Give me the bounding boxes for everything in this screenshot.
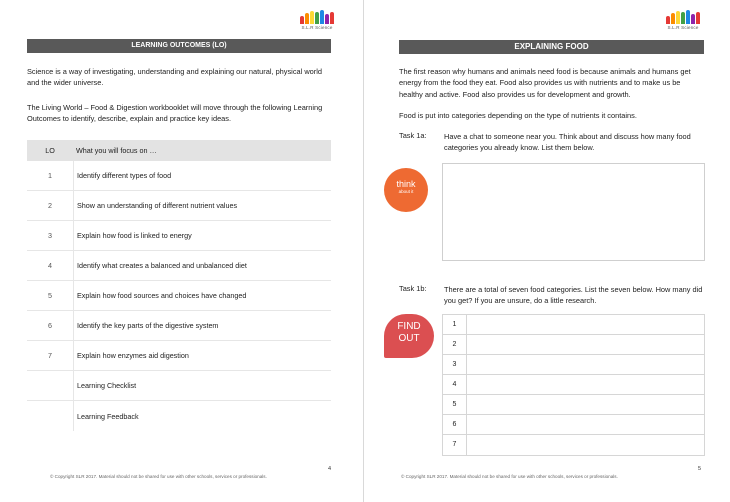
workbook-page-5 [365, 0, 730, 502]
find-out-badge [384, 314, 434, 358]
table-row [27, 191, 331, 221]
workbook-page-4 [0, 0, 364, 502]
answer-cell[interactable] [467, 415, 704, 434]
row-number: 7 [443, 435, 467, 455]
find-out-line-2: OUT [398, 333, 420, 344]
answer-cell[interactable] [467, 315, 704, 334]
table-row [27, 281, 331, 311]
table-row [443, 375, 704, 395]
row-text: Identify the key parts of the digestive system [77, 321, 219, 330]
slr-science-logo [296, 10, 338, 36]
page-number: 4 [328, 466, 332, 472]
section-header: EXPLAINING FOOD [399, 40, 704, 54]
think-about-it-badge [384, 168, 428, 212]
answer-cell[interactable] [467, 335, 704, 354]
row-text: Explain how food is linked to energy [77, 231, 192, 240]
row-number: 2 [48, 201, 52, 210]
table-row [27, 341, 331, 371]
logo-text: S.L.R Science [667, 25, 699, 30]
table-row [443, 395, 704, 415]
answer-cell[interactable] [467, 435, 704, 455]
row-text: Explain how enzymes aid digestion [77, 351, 189, 360]
think-badge-title: think [396, 179, 416, 189]
food-categories-answer-table [442, 314, 705, 456]
answer-cell[interactable] [467, 395, 704, 414]
task-1a-answer-box[interactable] [442, 163, 705, 261]
page-number: 5 [698, 466, 702, 472]
row-text: Show an understanding of different nutrient values [77, 201, 238, 210]
table-row [443, 335, 704, 355]
row-text: Learning Feedback [77, 411, 139, 421]
think-badge-subtitle: about it [398, 189, 414, 194]
row-number: 5 [48, 291, 52, 300]
slr-science-logo [662, 10, 704, 36]
row-number: 3 [48, 231, 52, 240]
people-figures-icon [662, 10, 704, 24]
table-row [27, 161, 331, 191]
row-text: Identify what creates a balanced and unbalanced diet [77, 261, 247, 270]
answer-cell[interactable] [467, 375, 704, 394]
row-number: 6 [48, 321, 52, 330]
logo-text: S.L.R Science [301, 25, 333, 30]
row-number: 7 [48, 351, 52, 360]
table-row [27, 401, 331, 431]
row-number: 1 [443, 315, 467, 334]
table-row [443, 435, 704, 455]
task-1b-label: Task 1b: [399, 284, 427, 293]
table-row [27, 371, 331, 401]
copyright-footer: © Copyright SLR 2017. Material should not be shared for use with other schools, services or professionals. [50, 474, 267, 479]
task-1b-instructions: There are a total of seven food categories. List the seven below. How many did you get? If you are unsure, do a little research. [444, 285, 703, 306]
row-text: Identify different types of food [77, 171, 172, 180]
find-out-line-1: FIND [397, 321, 421, 332]
intro-paragraph: Science is a way of investigating, understanding and explaining our natural, physical world and the wider universe. [27, 67, 322, 88]
people-figures-icon [296, 10, 338, 24]
row-number: 4 [443, 375, 467, 394]
table-header-row [27, 140, 331, 161]
row-number: 3 [443, 355, 467, 374]
row-number: 5 [443, 395, 467, 414]
section-header: LEARNING OUTCOMES (LO) [27, 39, 331, 53]
row-number: 4 [48, 261, 52, 270]
row-number: 6 [443, 415, 467, 434]
column-header-focus: What you will focus on … [76, 146, 157, 155]
table-row [27, 221, 331, 251]
row-text: Explain how food sources and choices have changed [77, 291, 247, 300]
table-row [443, 355, 704, 375]
intro-paragraph-2: The Living World – Food & Digestion workbooklet will move through the following Learning Outcomes to identify, describe, explain and practice key ideas. [27, 103, 323, 124]
explaining-food-paragraph: The first reason why humans and animals need food is because animals and humans get energy from the food they eat. Food also provides us with nutrients and to make us be healthy and active. Food also provides us for development and growth. [399, 67, 691, 99]
table-row [27, 311, 331, 341]
task-1a-instructions: Have a chat to someone near you. Think about and discuss how many food categories you already know. List them below. [444, 132, 691, 153]
copyright-footer: © Copyright SLR 2017. Material should not be shared for use with other schools, services or professionals. [401, 474, 618, 479]
row-number: 2 [443, 335, 467, 354]
task-1a-label: Task 1a: [399, 131, 427, 140]
learning-outcomes-table [27, 140, 331, 431]
answer-cell[interactable] [467, 355, 704, 374]
row-number: 1 [48, 171, 52, 180]
table-row [27, 251, 331, 281]
table-row [443, 415, 704, 435]
row-text: Learning Checklist [77, 381, 137, 390]
table-row [443, 315, 704, 335]
categories-paragraph: Food is put into categories depending on the type of nutrients it contains. [399, 111, 637, 120]
column-header-lo: LO [45, 146, 55, 155]
